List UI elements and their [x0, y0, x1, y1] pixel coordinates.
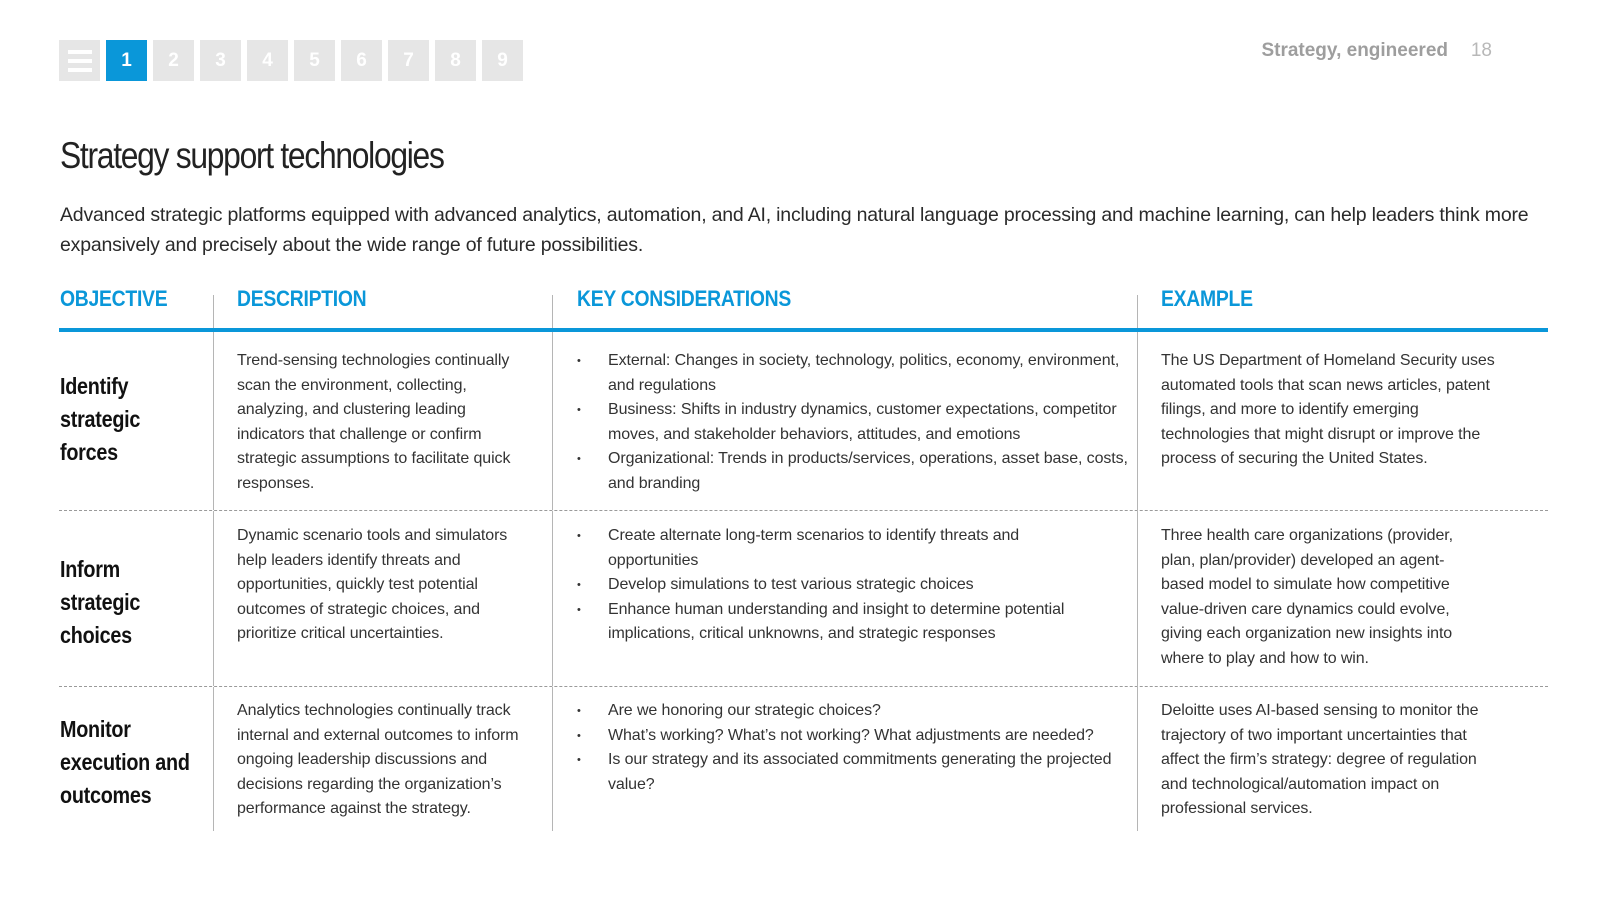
nav-page-4-button[interactable]: 4 [247, 40, 288, 81]
column-divider [552, 511, 553, 686]
nav-page-2-button[interactable]: 2 [153, 40, 194, 81]
description-cell: Analytics technologies continually track internal and external outcomes to inform ongoing leadership discussions and decisions regarding the organization’s performance against the strategy. [237, 702, 519, 818]
hamburger-menu-icon [68, 50, 92, 72]
considerations-list [577, 699, 1117, 797]
consideration-item: • Enhance human understanding and insight to determine potential implications, critical unknowns, and strategic responses [577, 598, 1097, 647]
nav-page-5-button[interactable]: 5 [294, 40, 335, 81]
consideration-item: • Are we honoring our strategic choices? [577, 699, 1117, 724]
column-divider [1137, 295, 1138, 328]
header-objective: OBJECTIVE [60, 286, 168, 311]
header-example: EXAMPLE [1161, 286, 1253, 311]
consideration-item: • External: Changes in society, technology, politics, economy, environment, and regulations [577, 349, 1132, 398]
table-row [59, 686, 1548, 831]
objective-cell: Monitor execution and outcomes [60, 716, 190, 808]
column-divider [1137, 511, 1138, 686]
nav-page-8-button[interactable]: 8 [435, 40, 476, 81]
page-title: Strategy support technologies [60, 135, 444, 176]
table-row [59, 332, 1548, 510]
column-divider [552, 295, 553, 328]
brand-label: Strategy, engineered [1261, 40, 1448, 61]
objective-cell: Identify strategic forces [60, 373, 141, 465]
considerations-list [577, 524, 1097, 647]
considerations-list [577, 349, 1132, 497]
consideration-item: • Organizational: Trends in products/services, operations, asset base, costs, and branding [577, 447, 1132, 496]
column-divider [1137, 687, 1138, 831]
consideration-item: • Create alternate long-term scenarios to identify threats and opportunities [577, 524, 1097, 573]
objective-cell: Inform strategic choices [60, 556, 141, 648]
menu-button[interactable] [59, 40, 100, 81]
nav-page-1-button[interactable]: 1 [106, 40, 147, 81]
nav-page-9-button[interactable]: 9 [482, 40, 523, 81]
strategy-table [59, 286, 1548, 831]
header-key-considerations: KEY CONSIDERATIONS [577, 286, 791, 311]
column-divider [552, 687, 553, 831]
example-cell: Deloitte uses AI-based sensing to monitor the trajectory of two important uncertainties that affect the firm’s strategy: degree of regulation and technological/automation impact on professional services. [1161, 702, 1479, 818]
description-cell: Dynamic scenario tools and simulators help leaders identify threats and opportunities, quickly test potential outcomes of strategic choices, and prioritize critical uncertainties. [237, 527, 508, 643]
nav-page-7-button[interactable]: 7 [388, 40, 429, 81]
slide-navigation [59, 40, 523, 81]
description-cell: Trend-sensing technologies continually scan the environment, collecting, analyzing, and clustering leading indicators that challenge or confirm strategic assumptions to facilitate quick responses. [237, 352, 511, 492]
example-cell: Three health care organizations (provider, plan, plan/provider) developed an agent-based model to simulate how competitive value-driven care dynamics could evolve, giving each organization new insights into where to play and how to win. [1161, 527, 1453, 667]
column-divider [213, 511, 214, 686]
table-header [59, 286, 1548, 332]
table-row [59, 510, 1548, 686]
table-body [59, 332, 1548, 831]
page-number: 18 [1470, 40, 1492, 61]
nav-page-3-button[interactable]: 3 [200, 40, 241, 81]
column-divider [213, 332, 214, 510]
column-divider [213, 295, 214, 328]
column-divider [213, 687, 214, 831]
consideration-item: • Business: Shifts in industry dynamics, customer expectations, competitor moves, and stakeholder behaviors, attitudes, and emotions [577, 398, 1132, 447]
consideration-item: • What’s working? What’s not working? What adjustments are needed? [577, 724, 1117, 749]
consideration-item: • Is our strategy and its associated commitments generating the projected value? [577, 748, 1117, 797]
example-cell: The US Department of Homeland Security uses automated tools that scan news articles, patent filings, and more to identify emerging technologies that might disrupt or improve the process of securing the United States. [1161, 352, 1495, 468]
header-description: DESCRIPTION [237, 286, 367, 311]
nav-page-6-button[interactable]: 6 [341, 40, 382, 81]
column-divider [552, 332, 553, 510]
consideration-item: • Develop simulations to test various strategic choices [577, 573, 1097, 598]
column-divider [1137, 332, 1138, 510]
intro-paragraph: Advanced strategic platforms equipped with advanced analytics, automation, and AI, including natural language processing and machine learning, can help leaders think more expansively and precisely about the wide range of future possibilities. [60, 204, 1529, 256]
